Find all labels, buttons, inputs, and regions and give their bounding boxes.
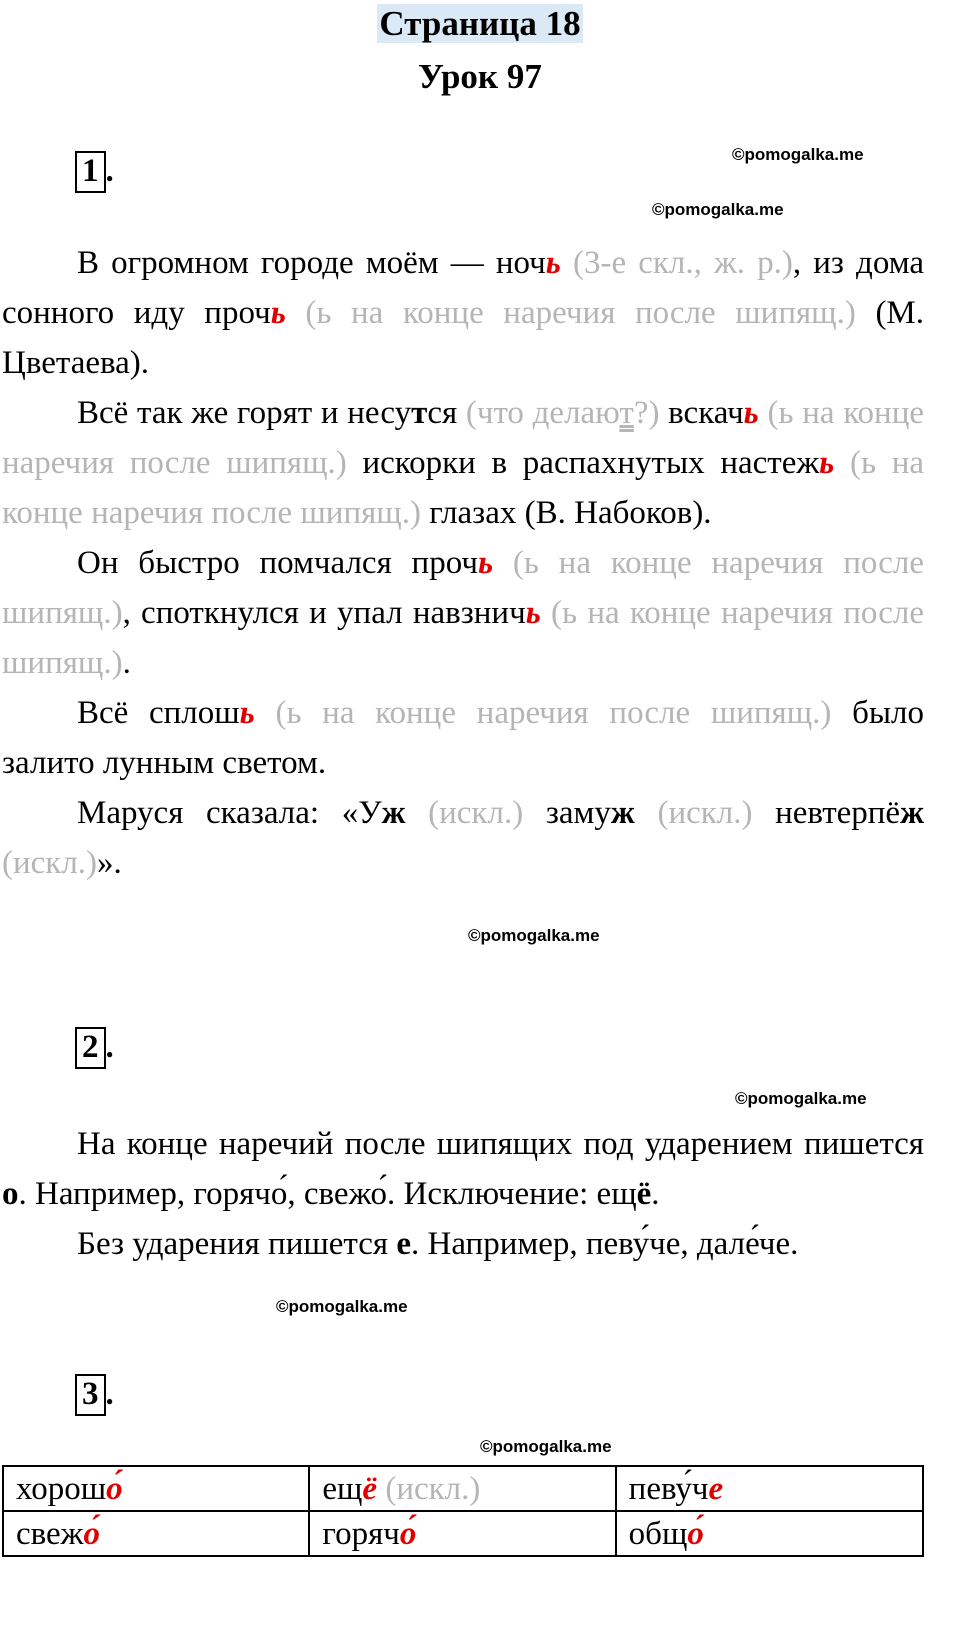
- rule-stressed: На конце наречий после шипящих под ударением пишется о. Например, горячо́, свежо́. Исключение: ещё.: [2, 1126, 924, 1212]
- lesson-title: Урок 97: [418, 57, 542, 96]
- sentence-4: Всё сплошь (ь на конце наречия после шипящ.) было залито лунным светом.: [2, 695, 925, 781]
- task-2-text: [2, 1119, 924, 1269]
- watermark: ©pomogalka.me: [480, 1437, 612, 1456]
- sentence-3: Он быстро помчался прочь (ь на конце наречия после шипящ.), споткнулся и упал навзничь (ь на конце наречия после шипящ.).: [2, 545, 925, 681]
- watermark: ©pomogalka.me: [732, 145, 864, 164]
- sentence-2: Всё так же горят и несутся (что делают?) вскачь (ь на конце наречия после шипящ.) искорки в распахнутых настежь (ь на конце наречия после шипящ.) глазах (В. Набоков).: [2, 395, 925, 531]
- table-cell: певу́че: [616, 1466, 923, 1511]
- table-cell: ещё (искл.): [309, 1466, 615, 1511]
- table-cell: хорошо́: [3, 1466, 309, 1511]
- sentence-5: Маруся сказала: «Уж (искл.) замуж (искл.) невтерпёж (искл.)».: [2, 795, 925, 881]
- page-title: Страница 18: [379, 4, 581, 43]
- watermark: ©pomogalka.me: [735, 1089, 867, 1108]
- watermark: ©pomogalka.me: [468, 926, 600, 945]
- sentence-1: В огромном городе моём — ночь (3-е скл., ж. р.), из дома сонного иду прочь (ь на конце наречия после шипящ.) (М. Цветаева).: [2, 245, 925, 381]
- task-2-number: 2 .: [75, 1027, 114, 1069]
- table-row: [3, 1511, 923, 1556]
- rule-unstressed: Без ударения пишется е. Например, певу́че, дале́че.: [77, 1226, 799, 1262]
- table-cell: общо́: [616, 1511, 923, 1556]
- answer-table: [2, 1465, 924, 1557]
- table-row: [3, 1466, 923, 1511]
- table-cell: горячо́: [309, 1511, 615, 1556]
- watermark: ©pomogalka.me: [276, 1297, 408, 1316]
- watermark: ©pomogalka.me: [652, 200, 784, 219]
- task-1-number: 1 .: [75, 151, 114, 193]
- task-3-number: 3 .: [75, 1374, 114, 1416]
- table-cell: свежо́: [3, 1511, 309, 1556]
- task-1-text: [2, 238, 924, 888]
